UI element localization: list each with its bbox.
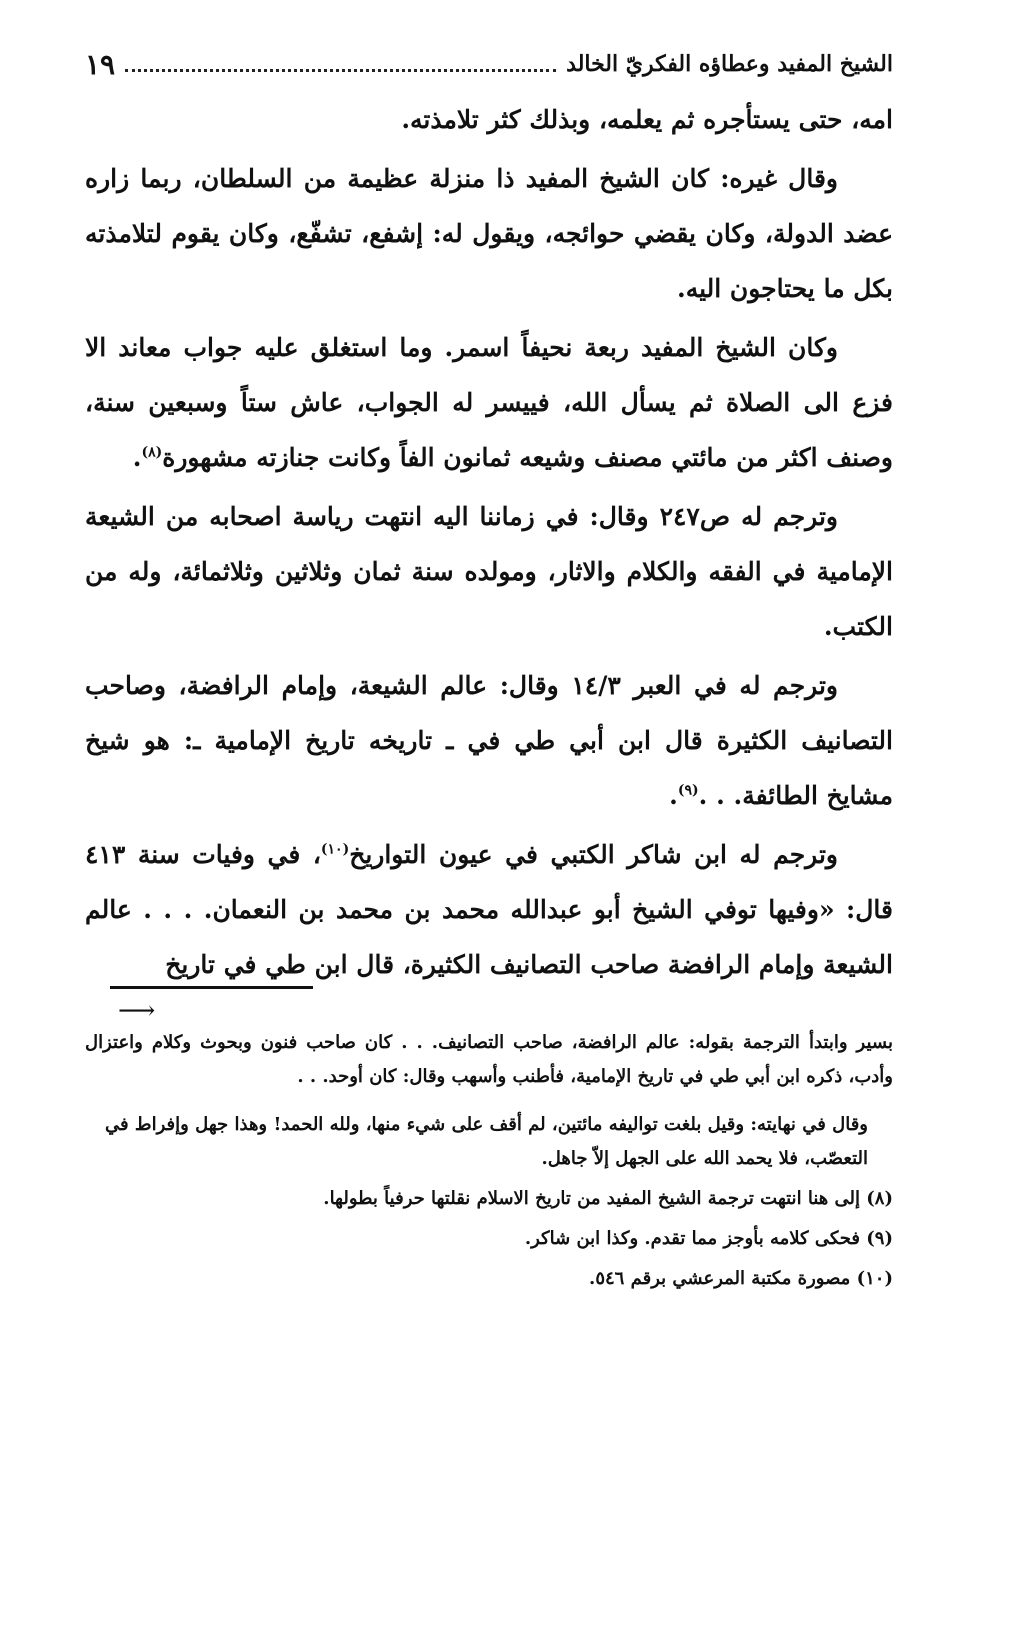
paragraph: امه، حتى يستأجره ثم يعلمه، وبذلك كثر تلامذته. bbox=[401, 105, 893, 134]
paragraph-text: ، في وفيات سنة ٤١٣ قال: «وفيها توفي الشيخ أبو عبدالله محمد بن محمد بن النعمان. . . . عالم الشيعة وإمام الرافضة صاحب التصانيف الكثيرة، قال ابن طي في تاريخ bbox=[85, 840, 893, 979]
paragraph: وترجم له ص٢٤٧ وقال: في زماننا اليه انتهت رياسة اصحابه من الشيعة الإمامية في الفقه والكلام والاثار، ومولده سنة ثمان وثلاثين وثلاثمائة، وله من الكتب. bbox=[85, 502, 893, 641]
paragraph: وترجم له في العبر ١٤/٣ وقال: عالم الشيعة، وإمام الرافضة، وصاحب التصانيف الكثيرة قال ابن أبي طي في ـ تاريخه تاريخ الإمامية ـ: هو شيخ مشايخ الطائفة. . .$^{(٩)}$. bbox=[85, 671, 893, 810]
footnote-ref: (١٠) bbox=[320, 841, 350, 858]
continuation-arrow-icon: ⟶ bbox=[118, 996, 156, 1026]
running-title: الشيخ المفيد وعطاؤه الفكريّ الخالد bbox=[566, 51, 893, 77]
paragraph: وقال غيره: كان الشيخ المفيد ذا منزلة عظيمة من السلطان، ربما زاره عضد الدولة، وكان يقضي حوائجه، ويقول له: إشفع، تشفّع، وكان يقوم لتلامذته بكل ما يحتاجون اليه. bbox=[85, 164, 893, 303]
footnote-continuation: بسير وابتدأ الترجمة بقوله: عالم الرافضة، صاحب التصانيف. . . كان صاحب فنون وبحوث وكلام واعتزال وأدب، ذكره ابن أبي طي في تاريخ الإمامية، فأطنب وأسهب وقال: كان أوحد. . . bbox=[85, 1032, 893, 1087]
paragraph-text: وكان الشيخ المفيد ربعة نحيفاً اسمر. وما استغلق عليه جواب معاند الا فزع الى الصلاة ثم يسأل الله، فييسر له الجواب، عاش ستاً وسبعين سنة، وصنف اكثر من مائتي مصنف وشيعه ثمانون الفاً وكانت جنازته مشهورة bbox=[85, 333, 893, 472]
footnote-quote: وقال في نهايته: وقيل بلغت تواليفه مائتين، لم أقف على شيء منها، ولله الحمد! وهذا جهل وإفراط في التعصّب، فلا يحمد الله على الجهل إلاّ جاهل. bbox=[105, 1114, 868, 1169]
footnote-separator bbox=[110, 986, 313, 989]
footnotes bbox=[85, 1026, 893, 1296]
paragraph: وكان الشيخ المفيد ربعة نحيفاً اسمر. وما استغلق عليه جواب معاند الا فزع الى الصلاة ثم يسأل الله، فييسر له الجواب، عاش ستاً وسبعين سنة، وصنف اكثر من مائتي مصنف وشيعه ثمانون الفاً وكانت جنازته مشهورة$^{(٨)}$. bbox=[85, 333, 893, 472]
page-number: ١٩ bbox=[85, 47, 116, 81]
paragraph-text: وترجم له ابن شاكر الكتبي في عيون التواريخ bbox=[349, 840, 838, 869]
running-header bbox=[85, 42, 893, 86]
paragraph-text: وترجم له في العبر ١٤/٣ وقال: عالم الشيعة، وإمام الرافضة، وصاحب التصانيف الكثيرة قال ابن أبي طي في ـ تاريخه تاريخ الإمامية ـ: هو شيخ مشايخ الطائفة. . . bbox=[85, 671, 893, 810]
footnote-ref: (٨) bbox=[141, 444, 163, 461]
footnote-ref: (٩) bbox=[677, 782, 699, 799]
footnote-item: (٨) إلى هنا انتهت ترجمة الشيخ المفيد من تاريخ الاسلام نقلتها حرفياً بطولها. bbox=[323, 1188, 893, 1209]
footnote-item: (٩) فحكى كلامه بأوجز مما تقدم. وكذا ابن شاكر. bbox=[524, 1228, 893, 1249]
main-text bbox=[85, 92, 893, 996]
footnote-item: (١٠) مصورة مكتبة المرعشي برقم ٥٤٦. bbox=[589, 1268, 893, 1289]
header-leader-dots bbox=[125, 69, 556, 72]
paragraph bbox=[85, 827, 893, 992]
